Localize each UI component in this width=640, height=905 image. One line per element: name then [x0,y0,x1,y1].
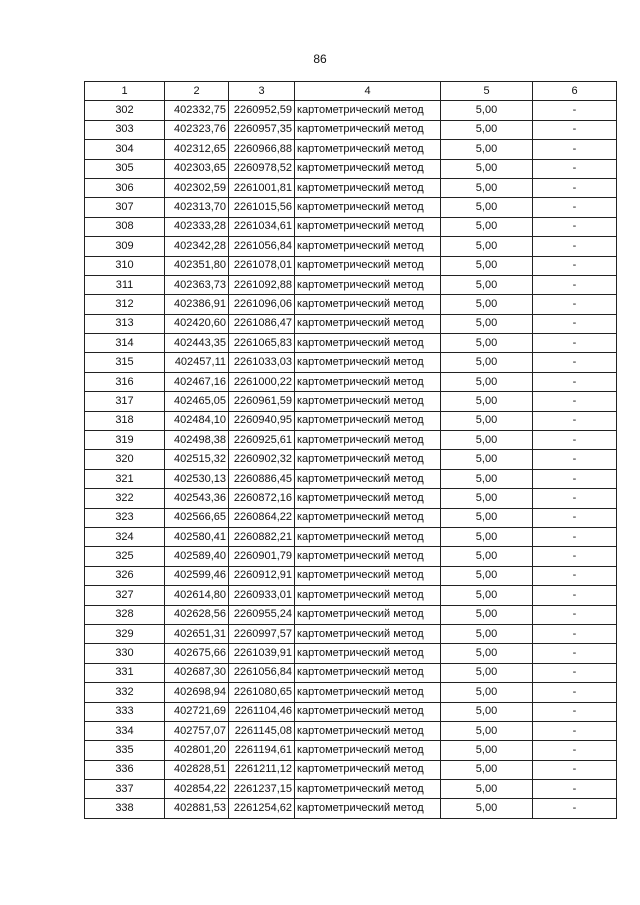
accuracy-cell: 5,00 [441,799,533,818]
method-cell: картометрический метод [295,411,441,430]
x-coordinate-cell: 402457,11 [165,353,229,372]
table-row [85,702,617,721]
x-coordinate-cell: 402303,65 [165,159,229,178]
accuracy-cell: 5,00 [441,702,533,721]
table-row [85,780,617,799]
table-row [85,489,617,508]
point-number-cell: 316 [85,372,165,391]
x-coordinate-cell: 402651,31 [165,624,229,643]
note-cell: - [533,489,617,508]
header-cell-1: 1 [85,82,165,101]
point-number-cell: 323 [85,508,165,527]
method-cell: картометрический метод [295,489,441,508]
x-coordinate-cell: 402515,32 [165,450,229,469]
y-coordinate-cell: 2261065,83 [229,334,295,353]
header-cell-2: 2 [165,82,229,101]
note-cell: - [533,760,617,779]
point-number-cell: 302 [85,101,165,120]
note-cell: - [533,566,617,585]
table-row [85,159,617,178]
y-coordinate-cell: 2260886,45 [229,469,295,488]
y-coordinate-cell: 2260912,91 [229,566,295,585]
table-row [85,237,617,256]
note-cell: - [533,624,617,643]
method-cell: картометрический метод [295,760,441,779]
x-coordinate-cell: 402854,22 [165,780,229,799]
point-number-cell: 303 [85,120,165,139]
x-coordinate-cell: 402323,76 [165,120,229,139]
y-coordinate-cell: 2261096,06 [229,295,295,314]
note-cell: - [533,741,617,760]
accuracy-cell: 5,00 [441,760,533,779]
x-coordinate-cell: 402313,70 [165,198,229,217]
accuracy-cell: 5,00 [441,101,533,120]
method-cell: картометрический метод [295,721,441,740]
method-cell: картометрический метод [295,644,441,663]
table-row [85,799,617,818]
x-coordinate-cell: 402332,75 [165,101,229,120]
point-number-cell: 332 [85,683,165,702]
y-coordinate-cell: 2261034,61 [229,217,295,236]
accuracy-cell: 5,00 [441,159,533,178]
table-row [85,644,617,663]
x-coordinate-cell: 402599,46 [165,566,229,585]
method-cell: картометрический метод [295,178,441,197]
x-coordinate-cell: 402484,10 [165,411,229,430]
accuracy-cell: 5,00 [441,178,533,197]
table-row [85,527,617,546]
accuracy-cell: 5,00 [441,120,533,139]
point-number-cell: 314 [85,334,165,353]
table-row [85,663,617,682]
y-coordinate-cell: 2261211,12 [229,760,295,779]
y-coordinate-cell: 2260864,22 [229,508,295,527]
accuracy-cell: 5,00 [441,624,533,643]
table-row [85,353,617,372]
table-row [85,101,617,120]
table-row [85,334,617,353]
y-coordinate-cell: 2260997,57 [229,624,295,643]
x-coordinate-cell: 402302,59 [165,178,229,197]
point-number-cell: 334 [85,721,165,740]
table-row [85,431,617,450]
note-cell: - [533,527,617,546]
y-coordinate-cell: 2261080,65 [229,683,295,702]
y-coordinate-cell: 2260961,59 [229,392,295,411]
method-cell: картометрический метод [295,314,441,333]
note-cell: - [533,334,617,353]
accuracy-cell: 5,00 [441,644,533,663]
method-cell: картометрический метод [295,605,441,624]
accuracy-cell: 5,00 [441,780,533,799]
point-number-cell: 318 [85,411,165,430]
accuracy-cell: 5,00 [441,275,533,294]
accuracy-cell: 5,00 [441,392,533,411]
table-row [85,392,617,411]
method-cell: картометрический метод [295,450,441,469]
x-coordinate-cell: 402881,53 [165,799,229,818]
point-number-cell: 331 [85,663,165,682]
accuracy-cell: 5,00 [441,140,533,159]
point-number-cell: 327 [85,586,165,605]
table-row [85,120,617,139]
x-coordinate-cell: 402363,73 [165,275,229,294]
method-cell: картометрический метод [295,508,441,527]
method-cell: картометрический метод [295,469,441,488]
note-cell: - [533,353,617,372]
point-number-cell: 320 [85,450,165,469]
method-cell: картометрический метод [295,353,441,372]
method-cell: картометрический метод [295,624,441,643]
method-cell: картометрический метод [295,101,441,120]
note-cell: - [533,198,617,217]
x-coordinate-cell: 402757,07 [165,721,229,740]
point-number-cell: 321 [85,469,165,488]
method-cell: картометрический метод [295,683,441,702]
table-row [85,566,617,585]
table-row [85,605,617,624]
method-cell: картометрический метод [295,372,441,391]
point-number-cell: 307 [85,198,165,217]
accuracy-cell: 5,00 [441,508,533,527]
note-cell: - [533,469,617,488]
y-coordinate-cell: 2261039,91 [229,644,295,663]
y-coordinate-cell: 2260925,61 [229,431,295,450]
note-cell: - [533,178,617,197]
y-coordinate-cell: 2261145,08 [229,721,295,740]
y-coordinate-cell: 2261086,47 [229,314,295,333]
y-coordinate-cell: 2261254,62 [229,799,295,818]
point-number-cell: 328 [85,605,165,624]
note-cell: - [533,120,617,139]
accuracy-cell: 5,00 [441,489,533,508]
point-number-cell: 338 [85,799,165,818]
accuracy-cell: 5,00 [441,547,533,566]
y-coordinate-cell: 2261104,46 [229,702,295,721]
x-coordinate-cell: 402333,28 [165,217,229,236]
x-coordinate-cell: 402420,60 [165,314,229,333]
x-coordinate-cell: 402566,65 [165,508,229,527]
accuracy-cell: 5,00 [441,217,533,236]
method-cell: картометрический метод [295,120,441,139]
y-coordinate-cell: 2260957,35 [229,120,295,139]
table-row [85,140,617,159]
x-coordinate-cell: 402580,41 [165,527,229,546]
note-cell: - [533,140,617,159]
note-cell: - [533,295,617,314]
accuracy-cell: 5,00 [441,721,533,740]
header-cell-4: 4 [295,82,441,101]
y-coordinate-cell: 2261015,56 [229,198,295,217]
x-coordinate-cell: 402530,13 [165,469,229,488]
method-cell: картометрический метод [295,140,441,159]
x-coordinate-cell: 402543,36 [165,489,229,508]
note-cell: - [533,431,617,450]
point-number-cell: 322 [85,489,165,508]
y-coordinate-cell: 2260872,16 [229,489,295,508]
note-cell: - [533,605,617,624]
note-cell: - [533,159,617,178]
x-coordinate-cell: 402342,28 [165,237,229,256]
x-coordinate-cell: 402828,51 [165,760,229,779]
note-cell: - [533,721,617,740]
table-row [85,256,617,275]
note-cell: - [533,256,617,275]
method-cell: картометрический метод [295,256,441,275]
method-cell: картометрический метод [295,237,441,256]
table-row [85,721,617,740]
table-row [85,178,617,197]
note-cell: - [533,547,617,566]
accuracy-cell: 5,00 [441,256,533,275]
method-cell: картометрический метод [295,198,441,217]
accuracy-cell: 5,00 [441,334,533,353]
accuracy-cell: 5,00 [441,198,533,217]
method-cell: картометрический метод [295,663,441,682]
method-cell: картометрический метод [295,799,441,818]
x-coordinate-cell: 402467,16 [165,372,229,391]
note-cell: - [533,450,617,469]
table-row [85,586,617,605]
accuracy-cell: 5,00 [441,605,533,624]
y-coordinate-cell: 2260966,88 [229,140,295,159]
accuracy-cell: 5,00 [441,237,533,256]
note-cell: - [533,508,617,527]
y-coordinate-cell: 2261056,84 [229,663,295,682]
point-number-cell: 305 [85,159,165,178]
header-cell-5: 5 [441,82,533,101]
table-row [85,372,617,391]
point-number-cell: 325 [85,547,165,566]
y-coordinate-cell: 2260955,24 [229,605,295,624]
point-number-cell: 317 [85,392,165,411]
point-number-cell: 337 [85,780,165,799]
x-coordinate-cell: 402687,30 [165,663,229,682]
point-number-cell: 313 [85,314,165,333]
method-cell: картометрический метод [295,586,441,605]
header-cell-6: 6 [533,82,617,101]
x-coordinate-cell: 402351,80 [165,256,229,275]
note-cell: - [533,663,617,682]
table-row [85,547,617,566]
note-cell: - [533,780,617,799]
header-row [85,82,617,101]
accuracy-cell: 5,00 [441,353,533,372]
x-coordinate-cell: 402675,66 [165,644,229,663]
note-cell: - [533,586,617,605]
x-coordinate-cell: 402801,20 [165,741,229,760]
x-coordinate-cell: 402312,65 [165,140,229,159]
point-number-cell: 324 [85,527,165,546]
x-coordinate-cell: 402698,94 [165,683,229,702]
point-number-cell: 326 [85,566,165,585]
method-cell: картометрический метод [295,431,441,450]
accuracy-cell: 5,00 [441,450,533,469]
table-row [85,760,617,779]
point-number-cell: 333 [85,702,165,721]
table-row [85,450,617,469]
accuracy-cell: 5,00 [441,683,533,702]
y-coordinate-cell: 2260952,59 [229,101,295,120]
note-cell: - [533,314,617,333]
x-coordinate-cell: 402721,69 [165,702,229,721]
y-coordinate-cell: 2261194,61 [229,741,295,760]
accuracy-cell: 5,00 [441,586,533,605]
y-coordinate-cell: 2260978,52 [229,159,295,178]
y-coordinate-cell: 2260882,21 [229,527,295,546]
method-cell: картометрический метод [295,159,441,178]
method-cell: картометрический метод [295,780,441,799]
point-number-cell: 306 [85,178,165,197]
y-coordinate-cell: 2261237,15 [229,780,295,799]
y-coordinate-cell: 2261001,81 [229,178,295,197]
table-row [85,198,617,217]
page-number: 86 [313,52,327,66]
accuracy-cell: 5,00 [441,469,533,488]
coordinates-table [84,81,617,819]
note-cell: - [533,644,617,663]
method-cell: картометрический метод [295,275,441,294]
note-cell: - [533,702,617,721]
x-coordinate-cell: 402614,80 [165,586,229,605]
note-cell: - [533,392,617,411]
table-row [85,624,617,643]
method-cell: картометрический метод [295,334,441,353]
note-cell: - [533,799,617,818]
table-row [85,295,617,314]
accuracy-cell: 5,00 [441,314,533,333]
table-row [85,508,617,527]
accuracy-cell: 5,00 [441,527,533,546]
note-cell: - [533,411,617,430]
method-cell: картометрический метод [295,547,441,566]
y-coordinate-cell: 2261000,22 [229,372,295,391]
x-coordinate-cell: 402589,40 [165,547,229,566]
note-cell: - [533,237,617,256]
x-coordinate-cell: 402386,91 [165,295,229,314]
accuracy-cell: 5,00 [441,411,533,430]
x-coordinate-cell: 402498,38 [165,431,229,450]
point-number-cell: 309 [85,237,165,256]
x-coordinate-cell: 402443,35 [165,334,229,353]
x-coordinate-cell: 402628,56 [165,605,229,624]
accuracy-cell: 5,00 [441,741,533,760]
table-header [85,82,617,101]
point-number-cell: 310 [85,256,165,275]
table-row [85,275,617,294]
point-number-cell: 335 [85,741,165,760]
method-cell: картометрический метод [295,295,441,314]
method-cell: картометрический метод [295,392,441,411]
header-cell-3: 3 [229,82,295,101]
point-number-cell: 304 [85,140,165,159]
table-body [85,101,617,818]
note-cell: - [533,372,617,391]
y-coordinate-cell: 2261056,84 [229,237,295,256]
note-cell: - [533,683,617,702]
point-number-cell: 329 [85,624,165,643]
method-cell: картометрический метод [295,741,441,760]
table-row [85,741,617,760]
table-row [85,217,617,236]
y-coordinate-cell: 2260901,79 [229,547,295,566]
method-cell: картометрический метод [295,702,441,721]
point-number-cell: 308 [85,217,165,236]
y-coordinate-cell: 2260933,01 [229,586,295,605]
method-cell: картометрический метод [295,566,441,585]
point-number-cell: 330 [85,644,165,663]
accuracy-cell: 5,00 [441,663,533,682]
point-number-cell: 315 [85,353,165,372]
point-number-cell: 311 [85,275,165,294]
note-cell: - [533,217,617,236]
point-number-cell: 336 [85,760,165,779]
y-coordinate-cell: 2261092,88 [229,275,295,294]
y-coordinate-cell: 2261078,01 [229,256,295,275]
table-row [85,314,617,333]
note-cell: - [533,101,617,120]
table-row [85,411,617,430]
note-cell: - [533,275,617,294]
method-cell: картометрический метод [295,217,441,236]
table-row [85,683,617,702]
point-number-cell: 319 [85,431,165,450]
y-coordinate-cell: 2260902,32 [229,450,295,469]
accuracy-cell: 5,00 [441,566,533,585]
accuracy-cell: 5,00 [441,295,533,314]
y-coordinate-cell: 2260940,95 [229,411,295,430]
method-cell: картометрический метод [295,527,441,546]
accuracy-cell: 5,00 [441,431,533,450]
accuracy-cell: 5,00 [441,372,533,391]
table-row [85,469,617,488]
point-number-cell: 312 [85,295,165,314]
x-coordinate-cell: 402465,05 [165,392,229,411]
y-coordinate-cell: 2261033,03 [229,353,295,372]
